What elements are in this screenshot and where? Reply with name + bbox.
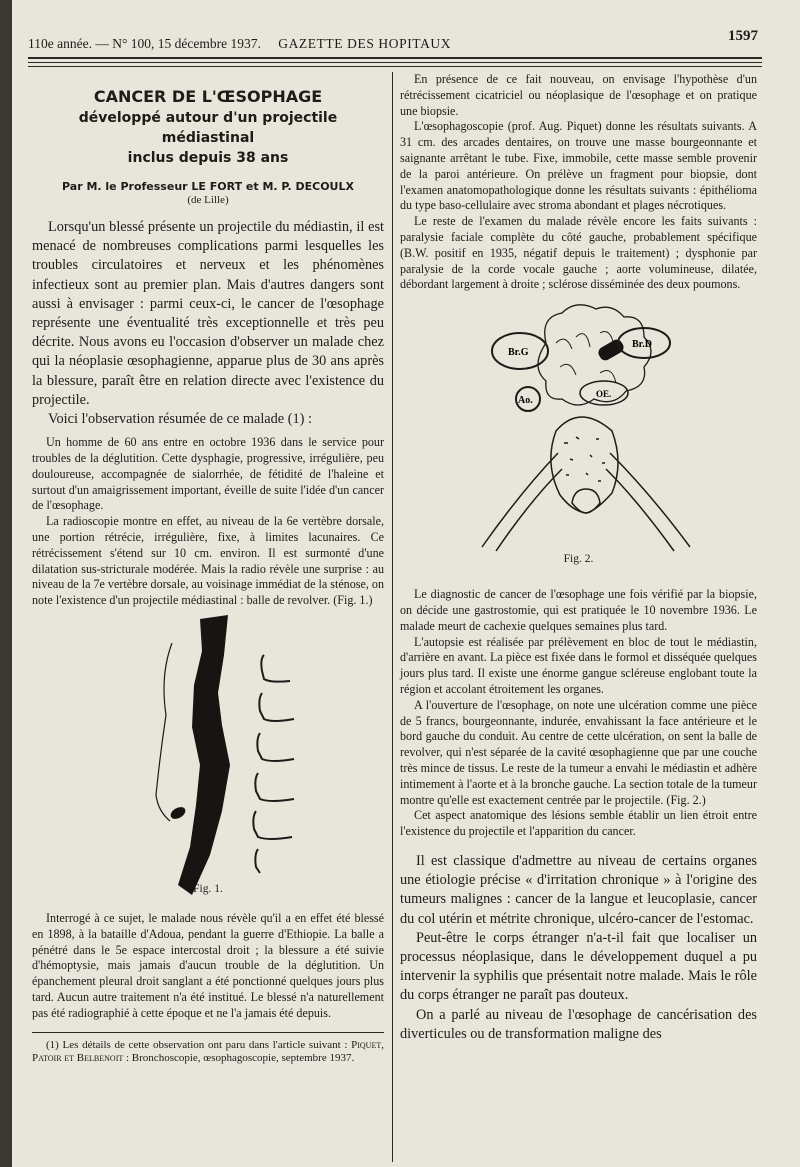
header-rule — [28, 57, 762, 59]
header-left — [28, 36, 451, 52]
left-rib — [496, 469, 562, 551]
label-oe: OE. — [596, 389, 612, 400]
footnote-rule — [32, 1032, 384, 1033]
label-ao: Ao. — [518, 395, 533, 407]
label-bd: Br.D — [632, 339, 652, 351]
footnote-text: (1) Les détails de cette observation ont paru dans l'article suivant : — [46, 1038, 352, 1051]
header-rule — [28, 62, 762, 63]
paragraph: L'autopsie est réalisée par prélèvement en bloc de tout le médiastin, d'arrière en avant. La pièce est fixée dans le formol et disséquée quelques jours plus tard. Il existe une énorme gangue scléreuse englobant toute la région et accolant étroitement les organes. — [400, 634, 757, 696]
page-number: 1597 — [728, 28, 758, 44]
paragraph: Peut-être le corps étranger n'a-t-il fait que localiser un processus néoplasique, dans le développement duquel a pu intervenir la syphilis que présentait notre malade. Mais le rôle du corps étranger ne paraît pas douteux. — [400, 929, 757, 1004]
paragraph: Un homme de 60 ans entre en octobre 1936 dans le service pour troubles de la déglutition. Cette dysphagie, progressive, irrégulière, peu douloureuse, accompagnée de sialorrhée, de fétidité de l'haleine et surtout d'un amaigrissement important, éveille de suite l'idée d'un cancer de l'œsophage. — [32, 435, 384, 513]
tumour-mass — [538, 305, 651, 405]
article-subtitle: développé autour d'un projectile médiastinal — [78, 110, 338, 146]
page-binding-edge — [0, 0, 12, 1167]
bullet-projectile — [169, 805, 188, 822]
right-column — [400, 72, 757, 1044]
article-subtitle: inclus depuis 38 ans — [127, 150, 289, 166]
paragraph: Interrogé à ce sujet, le malade nous révèle qu'il a en effet été blessé en 1898, à la bataille d'Adoua, pendant la guerre d'Ethiopie. La balle a pénétré dans le 5e espace intercostal droit ; la blessure a été suivie d'hémoptysie, mais jamais d'aucun trouble de la déglutition. Un épanchement pleural droit sanglant a été ponctionné quelques jours plus tard. Aucun autre traitement n'a été institué. Le blessé n'a naturellement pas été radiographié à cette époque et ne l'a jamais été depuis. — [32, 911, 384, 1020]
paragraph: A l'ouverture de l'œsophage, on note une ulcération comme une pièce de 5 francs, bourgeonnante, indurée, envahissant la face antérieure et le bord gauche du conduit. Au centre de cette ulcération, on sent la balle de revolver, qui n'est séparée de la cavité œsophagienne que par une couche très mince de tissus. Le reste de la tumeur a envahi le médiastin et adhère intimement à l'aorte et à la bronche gauche. La section totale de la tumeur montre qu'elle est exactement centrée par le projectile. (Fig. 2.) — [400, 697, 757, 807]
vertebra-outline — [255, 773, 294, 801]
pleural-line — [156, 643, 172, 821]
footnote-text: : Bronchoscopie, œsophagoscopie, septembre 1937. — [123, 1052, 355, 1065]
figure-1 — [32, 615, 384, 901]
article-authors: Par M. le Professeur LE FORT et M. P. DECOULX — [62, 180, 354, 193]
running-header — [28, 26, 758, 56]
vertebra-outline — [253, 811, 292, 839]
vertebra-outline — [259, 693, 294, 721]
vertebra-outline — [261, 655, 290, 682]
paragraph: L'œsophagoscopie (prof. Aug. Piquet) donne les résultats suivants. A 31 cm. des arcades dentaires, on trouve une masse bourgeonnante et saignante arrêtant le tube. Fixe, immobile, cette masse semble provenir de la paroi antérieure. On prélève un fragment pour biopsie, dont l'examen anatomopathologique donne les résultats suivants : épithélioma du type baso-cellulaire avec stroma abondant et plages nécrotiques. — [400, 119, 757, 213]
paragraph: Le diagnostic de cancer de l'œsophage une fois vérifié par la biopsie, on décide une gastrostomie, qui est pratiquée le 10 novembre 1936. Le malade meurt de cachexie quelques semaines plus tard. — [400, 587, 757, 633]
journal-name: GAZETTE DES HOPITAUX — [278, 36, 452, 51]
right-rib — [610, 453, 690, 547]
paragraph: Cet aspect anatomique des lésions semble établir un lien étroit entre l'existence du projectile et l'apparition du cancer. — [400, 808, 757, 839]
oesophagus-shadow — [178, 615, 230, 895]
vertebra-outline — [255, 849, 260, 873]
figure-2-caption: Fig. 2. — [563, 553, 594, 566]
figure-2 — [400, 303, 757, 573]
footnote-authors: Piquet, Patoir et Belbenoit — [32, 1038, 384, 1065]
label-bg: Br.G — [508, 347, 529, 359]
paragraph: Le reste de l'examen du malade révèle encore les faits suivants : paralysie faciale complète du côté gauche, probablement spécifique (B.W. positif en 1935, négatif depuis le traitement) ; dysphonie par paralysie de la corde vocale gauche ; aorte volumineuse, dilatée, débordant largement à droite ; sclérose disséminée des deux poumons. — [400, 214, 757, 292]
article-affiliation: (de Lille) — [187, 194, 229, 206]
left-rib — [482, 453, 558, 547]
paragraph: En présence de ce fait nouveau, on envisage l'hypothèse d'un rétrécissement cicatriciel ou néoplasique de l'œsophage et on pratique une biopsie. — [400, 72, 757, 118]
paragraph: On a parlé au niveau de l'œsophage de cancérisation des diverticules ou de transformation maligne des — [400, 1006, 757, 1042]
header-rule — [28, 66, 762, 67]
paragraph: Voici l'observation résumée de ce malade (1) : — [48, 411, 312, 428]
vertebra-body — [551, 417, 618, 513]
paragraph: Lorsqu'un blessé présente un projectile du médiastin, il est menacé de nombreuses complications parmi lesquelles les troubles circulatoires et nerveux et les phénomènes infectieux sont au premier plan. Mais d'autres dangers sont aussi à envisager : parmi ceux-ci, le cancer de l'œsophage représente une éventualité très exceptionnelle et très peu décrite. Nous avons eu l'occasion d'observer un malade chez qui la néoplasie œsophagienne, apparue plus de 30 ans après la blessure, paraît être en relation directe avec l'existence du projectile. — [32, 219, 384, 408]
issue-info: 110e année. — N° 100, 15 décembre 1937. — [28, 36, 261, 51]
radiograph-drawing — [32, 615, 384, 901]
vertebra-outline — [257, 733, 294, 761]
footnote — [32, 1039, 384, 1066]
column-divider — [392, 72, 393, 1162]
left-column — [32, 72, 384, 1066]
article-title: CANCER DE L'ŒSOPHAGE — [93, 87, 323, 106]
paragraph: Il est classique d'admettre au niveau de certains organes une étiologie précise « d'irritation chronique » à l'origine des tumeurs malignes : cancer de la langue et leucoplasie, cancer du col utérin et métrite chronique, ulcéro-cancer de l'estomac. — [400, 852, 757, 927]
anatomical-section-drawing — [400, 303, 757, 553]
paragraph: La radioscopie montre en effet, au niveau de la 6e vertèbre dorsale, une portion rétrécie, irrégulière, fixe, à limites lacunaires. Ce rétrécissement s'étend sur 10 cm. environ. Il est surmonté d'une dilatation sus-stricturale modérée. Mais la radio révèle une surprise : au niveau de la 7e vertèbre dorsale, au voisinage immédiat de la sténose, on note l'existence d'un projectile médiastinal : balle de revolver. (Fig. 1.) — [32, 514, 384, 608]
figure-1-caption: Fig. 1. — [193, 883, 223, 895]
vertebra-texture — [564, 437, 605, 481]
